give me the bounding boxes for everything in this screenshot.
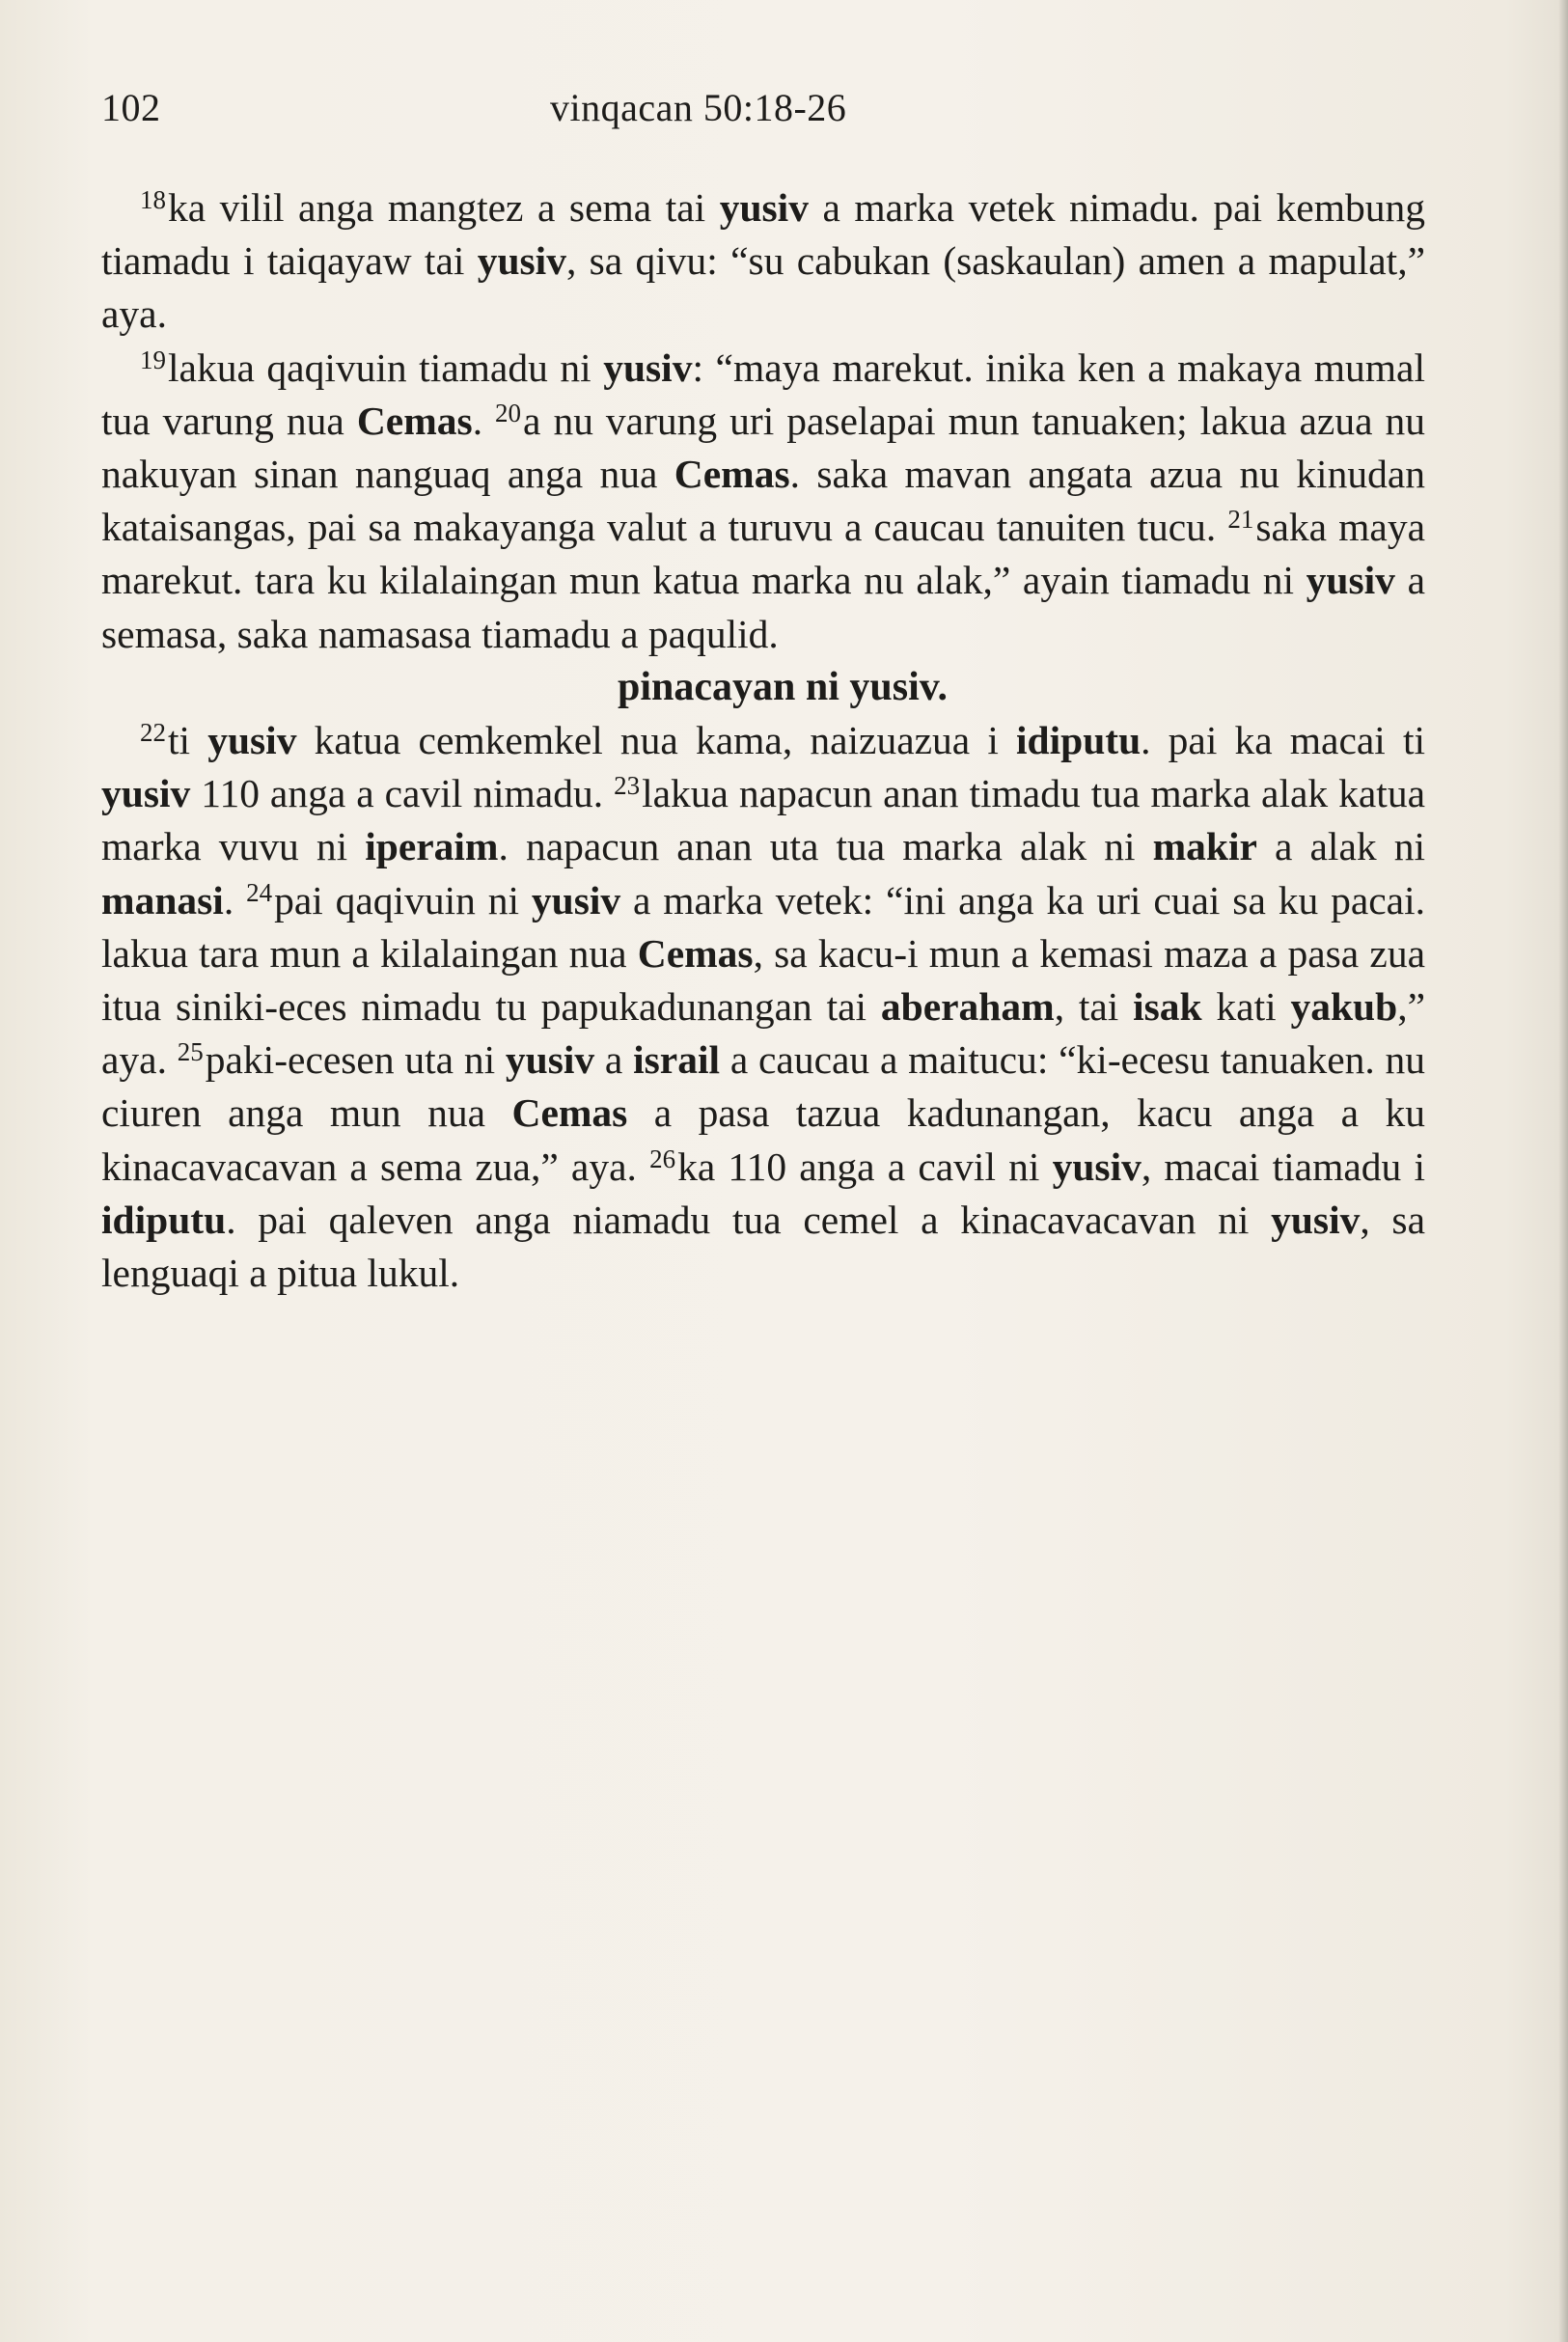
verse-text: ,” aya. [101, 984, 1425, 1083]
verse-text: ka 110 anga a cavil ni [677, 1143, 1053, 1189]
verse-text: lakua qaqivuin tiamadu ni [168, 344, 604, 390]
verse-text: , sa qivu: “su cabukan (saskaulan) amen a mapulat,” aya. [101, 238, 1425, 337]
name-bold: yusiv [1052, 1143, 1142, 1189]
name-bold: iperaim [365, 824, 499, 869]
verse-text: katua cemkemkel nua kama, naizuazua i [296, 718, 1016, 763]
name-bold: yusiv [207, 718, 297, 763]
name-bold: yusiv [1306, 558, 1395, 603]
verse-text: , sa kacu-i mun a kemasi maza a pasa zua itua siniki-eces nimadu tu papukadunangan tai [101, 930, 1425, 1030]
verse-number: 19 [140, 344, 166, 374]
verse-text: 110 anga a cavil nimadu. [190, 771, 615, 816]
verse-text: a [594, 1037, 634, 1083]
section-heading: pinacayan ni yusiv. [618, 664, 948, 709]
verse-number: 18 [140, 185, 166, 214]
main-text [101, 181, 1425, 1300]
name-bold: isak [1133, 984, 1202, 1030]
verse-text: a pasa tazua kadunangan, kacu anga a ku kinacavacavan a sema zua,” aya. [101, 1090, 1425, 1189]
name-bold: yusiv [477, 238, 566, 284]
verse-text: ka vilil anga mangtez a sema tai [168, 185, 720, 230]
verse-number: 22 [140, 718, 166, 748]
name-bold: aberaham [880, 984, 1055, 1030]
verse-text: , sa lenguaqi a pitua lukul. [101, 1197, 1425, 1296]
name-bold: Cemas [637, 930, 754, 976]
verse-number: 21 [1227, 505, 1254, 535]
name-bold: idiputu [101, 1197, 227, 1242]
name-bold: idiputu [1015, 718, 1142, 763]
verse-number: 24 [246, 877, 273, 907]
name-bold: yusiv [531, 877, 621, 923]
name-bold: yakub [1290, 984, 1398, 1030]
page-edge-shadow [1558, 0, 1568, 2342]
name-bold: yusiv [719, 185, 809, 230]
verse-text: . [472, 398, 496, 443]
verse-text: a nu varung uri paselapai mun tanuaken; lakua azua nu nakuyan sinan nanguaq anga nua [101, 398, 1425, 497]
verse-text: . napacun anan uta tua marka alak ni [498, 824, 1153, 869]
verse-text: a alak ni [1256, 824, 1425, 869]
verse-text: paki-ecesen uta ni [205, 1037, 506, 1083]
verse-text: a marka vetek: “ini anga ka uri cuai sa ku pacai. lakua tara mun a kilalaingan nua [101, 877, 1425, 976]
verse-paragraph-18-21 [101, 181, 1425, 661]
verse-text: lakua napacun anan timadu tua marka alak katua marka vuvu ni [101, 771, 1425, 869]
name-bold: Cemas [674, 452, 790, 497]
verse-text: . saka mavan angata azua nu kinudan kataisangas, pai sa makayanga valut a turuvu a caucau tanuiten tucu. [101, 452, 1426, 550]
verse-text: kati [1201, 984, 1291, 1030]
page-header [101, 85, 1423, 143]
verse-paragraph-22-26 [101, 714, 1425, 1300]
name-bold: yusiv [603, 344, 693, 390]
running-head: vinqacan 50:18-26 [550, 86, 847, 129]
name-bold: Cemas [356, 398, 473, 443]
verse-text: saka maya marekut. tara ku kilalaingan mun katua marka nu alak,” ayain tiamadu ni [101, 505, 1426, 603]
verse-number: 26 [649, 1143, 676, 1173]
verse-text: a caucau a maitucu: “ki-ecesu tanuaken. nu ciuren anga mun nua [101, 1037, 1426, 1136]
name-bold: yusiv [1271, 1197, 1361, 1242]
name-bold: Cemas [511, 1090, 628, 1136]
name-bold: israil [633, 1037, 721, 1083]
page-number: 102 [101, 86, 161, 129]
verse-text: . pai qaleven anga niamadu tua cemel a kinacavacavan ni [226, 1197, 1272, 1242]
name-bold: yusiv [101, 771, 191, 816]
verse-text: . pai ka macai ti [1141, 718, 1426, 763]
verse-text: a semasa, saka namasasa tiamadu a paqulid. [101, 558, 1425, 656]
verse-number: 23 [614, 771, 641, 801]
verse-text: , tai [1054, 984, 1134, 1030]
verse-number: 20 [495, 398, 522, 427]
name-bold: makir [1152, 824, 1257, 869]
verse-text: ti [168, 718, 208, 763]
verse-text: , macai tiamadu i [1141, 1143, 1425, 1189]
verse-number: 25 [177, 1037, 204, 1067]
name-bold: yusiv [505, 1037, 595, 1083]
name-bold: manasi [101, 877, 224, 923]
verse-text: : “maya marekut. inika ken a makaya mumal tua varung nua [101, 344, 1425, 443]
verse-text: . [223, 877, 247, 923]
verse-text: pai qaqivuin ni [274, 877, 532, 923]
verse-text: a marka vetek nimadu. pai kembung tiamadu i taiqayaw tai [101, 185, 1425, 284]
